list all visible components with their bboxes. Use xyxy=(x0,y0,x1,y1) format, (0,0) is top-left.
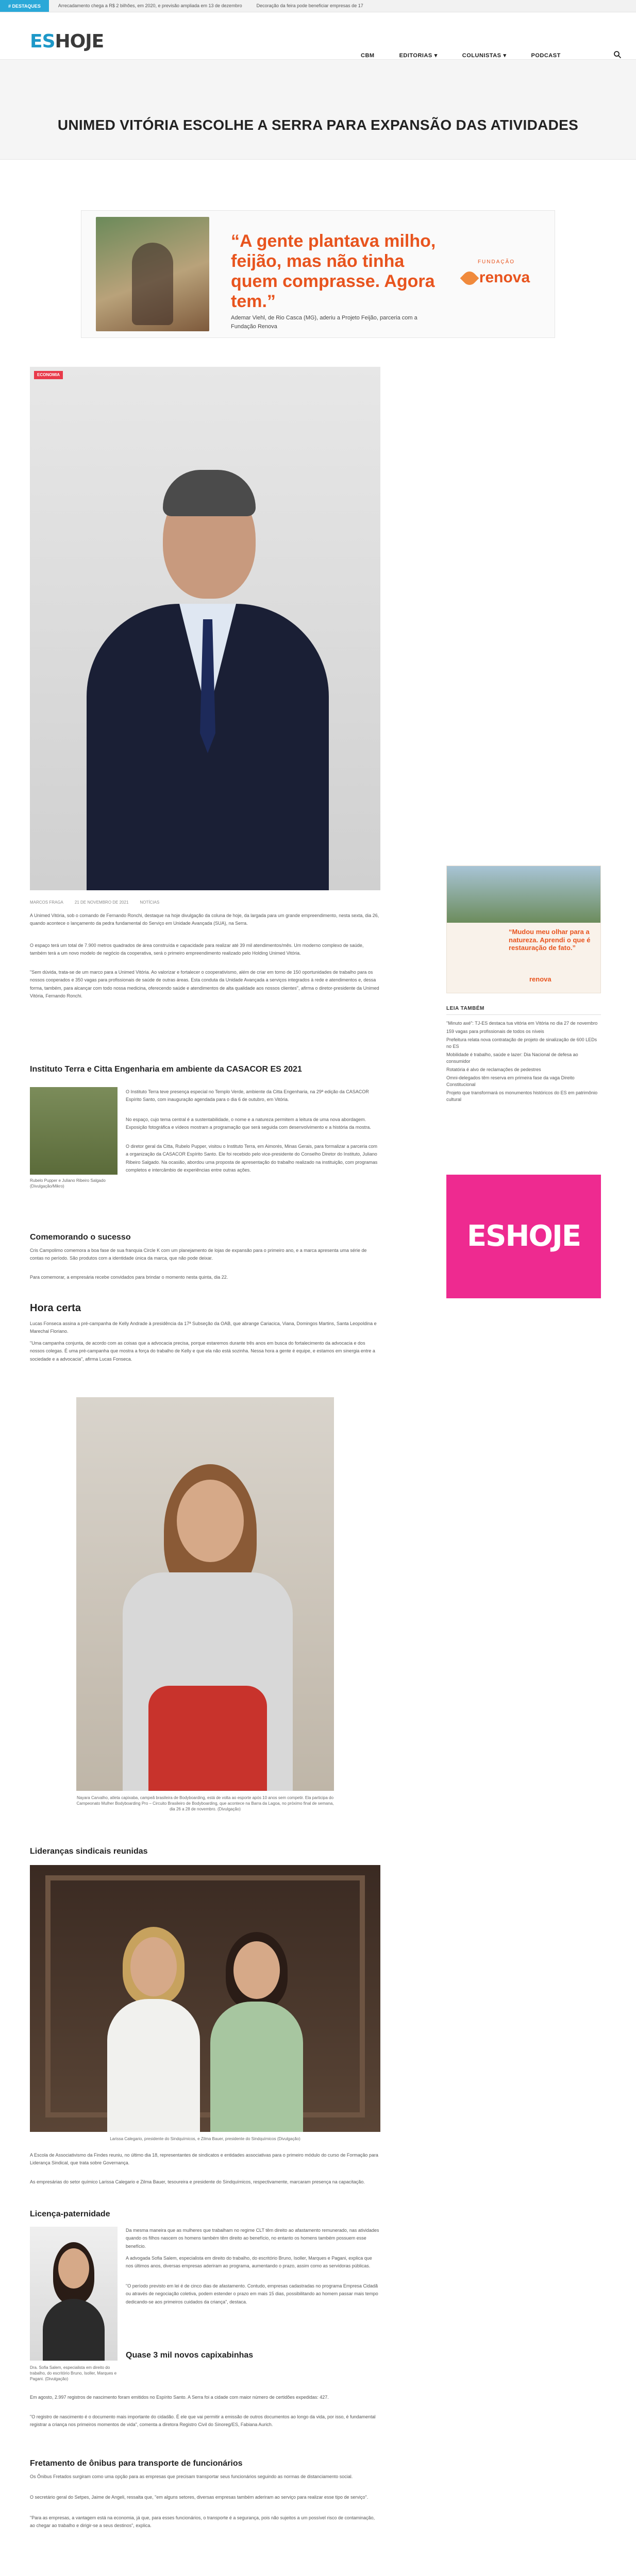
sidebar-ad-brand: renova xyxy=(529,975,551,983)
sindicais-caption: Larissa Calegario, presidente do Sindquímicos, e Zilma Bauer, presidente do Sindquímicos (Divulgação) xyxy=(110,2137,300,2141)
sucesso-paragraph: Cris Campolimo comemora a boa fase de sua franquia Circle K com um planejamento de lojas de expansão para o primeiro ano, e a marca apresenta uma série de contas no período. São produtos com a identidade única da marca, que não pode deixar. xyxy=(30,1248,367,1261)
intro-paragraph: "Sem dúvida, trata-se de um marco para a Unimed Vitória. Ao valorizar e fortalecer o cooperativismo, além de criar em torno de 150 oportunidades de trabalho para os nossos cooperados e 350 vagas para profissionais de saúde de outras áreas. Esta conduta da Unidade Avançada a serviços integrados à rede e atendimentos e, dessa forma, também, para alcançar com todo nossa medicina, oferecendo saúde e atendimentos de alta qualidade aos nossos clientes", afirma o diretor-presidente da Unimed Vitória, Fernando Ronchi. xyxy=(30,970,379,998)
nav-label: CBM xyxy=(361,53,375,59)
intro-paragraph: A Unimed Vitória, sob o comando de Fernando Ronchi, destaque na hoje divulgação da coluna de hoje, da largada para um grande empreendimento, nesta sexta, dia 26, quando acontece o lançamento da pedra fundamental do Serviço em Unidade Avançada (SUA), na Serra. xyxy=(30,913,379,926)
page-title: UNIMED VITÓRIA ESCOLHE A SERRA PARA EXPANSÃO DAS ATIVIDADES xyxy=(57,117,579,133)
main-nav xyxy=(361,52,561,60)
sidebar-heading: LEIA TAMBÉM xyxy=(446,1005,601,1015)
top-banner-ad[interactable] xyxy=(81,210,555,338)
sindicais-photo xyxy=(30,1865,380,2132)
section-title-casacor: Instituto Terra e Citta Engenharia em ambiente da CASACOR ES 2021 xyxy=(30,1065,302,1074)
title-band xyxy=(0,60,636,160)
licenca-caption: Dra. Sofia Salem, especialista em direito do trabalho, do escritório Bruno, Isoller, Marques e Pagani. (Divulgação) xyxy=(30,2365,117,2382)
ad-brand xyxy=(453,258,540,289)
sidebar-logo-hoje: HOJE xyxy=(505,1219,581,1253)
category-badge[interactable]: ECONOMIA xyxy=(34,371,63,379)
hora-certa-paragraph: "Uma campanha conjunta, de acordo com as coisas que a advocacia precisa, porque estaremos durante três anos em busca do fortalecimento da advocacia e dos nossos colegas. É uma pré-campanha que mostra a força do trabalho de Kelly e que ela não está sozinha. Nessa hora a gente é equipe, e estamos em sinergia entre a sociedade e a advocacia", afirma Lucas Fonseca. xyxy=(30,1341,375,1362)
sidebar-link[interactable]: Projeto que transformará os monumentos históricos do ES em patrimônio cultural xyxy=(446,1090,598,1103)
section-title-capixabinhas: Quase 3 mil novos capixabinhas xyxy=(126,2351,254,2360)
nav-label: PODCAST xyxy=(531,53,561,59)
meta-author[interactable]: MARCOS FRAGA xyxy=(30,900,63,905)
casacor-paragraph: O diretor geral da Citta, Rubelo Pupper, visitou o Instituto Terra, em Aimorés, Minas Gerais, para formalizar a parceria com a organização da CASACOR Espírito Santo. Ele foi recebido pelo vice-presidente do Conselho Diretor do Instituto, Juliano Ribeiro Salgado. Na ocasião, abordou uma proposta de apresentação do trabalho realizado na instituição, com programas completos e intercâmbio de experiências entre outras ações. xyxy=(126,1144,378,1173)
licenca-paragraph: A advogada Sofia Salem, especialista em direito do trabalho, do escritório Bruno, Isoller, Marques e Pagani, explica que nos últimos anos, diversas empresas aderiram ao programa, aumentando o prazo, assim como as servidoras públicas. xyxy=(126,2256,372,2269)
nav-item-colunistas[interactable] xyxy=(462,52,507,60)
ad-brand-name: renova xyxy=(479,269,530,286)
licenca-photo xyxy=(30,2227,118,2361)
site-header xyxy=(0,12,636,60)
sidebar-link[interactable]: "Minuto axé": TJ-ES destaca tua vitória em Vitória no dia 27 de novembro xyxy=(446,1021,598,1026)
nav-label: EDITORIAS xyxy=(399,53,432,59)
intro-paragraph: O espaço terá um total de 7.900 metros quadrados de área construída e capacidade para realizar até 39 mil atendimentos/mês. Um moderno complexo de saúde, também terá a um novo modelo de negócio da cooperativa, será o primeiro empreendimento realizado pelo Holding Unimed Vitória. xyxy=(30,943,364,956)
sidebar-link[interactable]: Prefeitura relata nova contratação de projeto de sinalização de 600 LEDs no ES xyxy=(446,1037,597,1049)
ad-quote: “A gente plantava milho, feijão, mas não tinha quem comprasse. Agora tem.” xyxy=(231,231,436,312)
ticker-item[interactable]: Decoração da feira pode beneficiar empresas de 17 xyxy=(256,3,363,8)
meta-date: 21 DE NOVEMBRO DE 2021 xyxy=(74,900,129,905)
onibus-paragraph: Os Ônibus Fretados surgiram como uma opção para as empresas que precisam transportar seus funcionários seguindo as normas de distanciamento social. xyxy=(30,2474,353,2479)
sidebar-list xyxy=(446,1020,601,1105)
onibus-paragraph: "Para as empresas, a vantagem está na economia, já que, para esses funcionários, o transporte é a segurança, pois não sujeitos a um possível risco de contaminação, ao chegar ao trabalho e dirigir-se a seus destinos", explica. xyxy=(30,2515,375,2529)
ticker-item[interactable]: Arrecadamento chega a R$ 2 bilhões, em 2020, e previsão ampliada em 13 de dezembro xyxy=(58,3,242,8)
sidebar-ad-quote: “Mudou meu olhar para a natureza. Aprendi o que é restauração de fato.” xyxy=(509,928,591,952)
section-title-onibus: Fretamento de ônibus para transporte de funcionários xyxy=(30,2459,243,2468)
sucesso-paragraph: Para comemorar, a empresária recebe convidados para brindar o momento nesta quinta, dia 22. xyxy=(30,1275,228,1280)
sidebar-link[interactable]: Mobilidade é trabalho, saúde e lazer: Dia Nacional de defesa ao consumidor xyxy=(446,1052,578,1064)
article-meta xyxy=(30,900,159,906)
sidebar-ad[interactable] xyxy=(446,866,601,993)
nav-item-editorias[interactable] xyxy=(399,52,438,60)
casacor-paragraph: O Instituto Terra teve presença especial no Templo Verde, ambiente da Citta Engenharia, na 29ª edição da CASACOR Espírito Santo, com inauguração agendada para o dia 6 de outubro, em Vitória. xyxy=(126,1089,369,1103)
onibus-paragraph: O secretário geral do Setpes, Jaime de Angeli, ressalta que, "em alguns setores, diversas empresas também aderiram ao serviço para realizar esse tipo de serviço". xyxy=(30,2495,369,2500)
sidebar-logo-es: ES xyxy=(466,1219,506,1253)
section-title-hora-certa: Hora certa xyxy=(30,1302,81,1314)
chevron-down-icon: ▾ xyxy=(503,53,507,59)
search-icon[interactable] xyxy=(613,50,622,59)
news-ticker xyxy=(0,0,636,12)
hero-photo xyxy=(30,367,380,890)
site-logo[interactable] xyxy=(30,28,104,56)
ad-brand-fund: FUNDAÇÃO xyxy=(477,259,515,265)
casacor-photo xyxy=(30,1087,118,1175)
logo-hoje: HOJE xyxy=(55,31,104,52)
section-title-licenca: Licença-paternidade xyxy=(30,2210,110,2218)
sidebar-link[interactable]: Omni-delegados têm reserva em primeira fase da vaga Direito Constitucional xyxy=(446,1075,575,1088)
casacor-caption: Rubelo Pupper e Juliano Ribeiro Salgado (Divulgação/Mikro) xyxy=(30,1178,106,1189)
ticker-label: # DESTAQUES xyxy=(0,0,49,12)
sindicais-paragraph: A Escola de Associativismo da Findes reuniu, no último dia 18, representantes de sindicatos e entidades associativas para o primeiro módulo do curso de Formação para Liderança Sindical, que trata sobre Governança. xyxy=(30,2153,378,2166)
chevron-down-icon: ▾ xyxy=(434,53,438,59)
nav-item-cbm[interactable] xyxy=(361,52,375,60)
bodyboard-photo xyxy=(76,1397,334,1791)
nav-item-podcast[interactable] xyxy=(531,52,561,60)
hora-certa-paragraph: Lucas Fonseca assina a pré-campanha de Kelly Andrade à presidência da 17ª Subseção da OAB, que abrange Cariacica, Viana, Domingos Martins, Santa Leopoldina e Marechal Floriano. xyxy=(30,1321,377,1334)
meta-category[interactable]: NOTÍCIAS xyxy=(140,900,160,905)
section-title-sucesso: Comemorando o sucesso xyxy=(30,1233,131,1242)
sidebar-link[interactable]: Rotatória é alvo de reclamações de pedestres xyxy=(446,1067,541,1073)
capixabinhas-paragraph: "O registro de nascimento é o documento mais importante do cidadão. É ele que vai permitir a emissão de outros documentos ao longo da vida, por isso, é fundamental registrar a criança nos primeiros momentos de vida", comenta a diretora Registro Civil do Sinoreg/ES, Fabiana Aurich. xyxy=(30,2414,376,2428)
ad-caption: Ademar Viehl, de Rio Casca (MG), aderiu a Projeto Feijão, parceria com a Fundação Renova xyxy=(231,315,417,330)
sindicais-paragraph: As empresárias do setor químico Larissa Calegario e Zilma Bauer, tesoureira e presidente do Sindquímicos, respectivamente, marcaram presença na capacitação. xyxy=(30,2179,365,2184)
capixabinhas-paragraph: Em agosto, 2.997 registros de nascimento foram emitidos no Espírito Santo. A Serra foi a cidade com maior número de certidões expedidas: 427. xyxy=(30,2395,329,2400)
nav-label: COLUNISTAS xyxy=(462,53,501,59)
casacor-paragraph: No espaço, cujo tema central é a sustentabilidade, o nome e a natureza permitem a leitura de uma nova abordagem. Exposição fotográfica e vídeos mostram a programação que será seguida com desenvolvimento e a história da mostra. xyxy=(126,1117,371,1130)
sidebar-logo[interactable] xyxy=(446,1175,601,1298)
licenca-paragraph: "O período previsto em lei é de cinco dias de afastamento. Contudo, empresas cadastradas no programa Empresa Cidadã ou através de negociação coletiva, podem estender o prazo em mais 15 dias, possibilitando ao homem passar mais tempo dedicando-se aos primeiros cuidados da criança", destaca. xyxy=(126,2283,378,2304)
sidebar-link[interactable]: 159 vagas para profissionais de todos os níveis xyxy=(446,1029,544,1035)
logo-es: ES xyxy=(30,31,55,52)
bodyboard-caption: Nayara Carvalho, atleta capixaba, campeã brasileira de Bodyboarding, está de volta ao esporte após 10 anos sem competir. Ela participa do Campeonato Mulher Bodyboarding Pro – Circuito Brasileiro de Bodyboarding, que acontece na Barra da Lagoa, no próximo final de semana, dia 26 a 28 de novembro. (Divulgação) xyxy=(76,1795,334,1812)
licenca-paragraph: Da mesma maneira que as mulheres que trabalham no regime CLT têm direito ao afastamento remunerado, nas atividades quando os filhos nascem os homens também têm direito ao benefício, no entanto os homens também possuem esse benefício. xyxy=(126,2228,379,2249)
renova-leaf-icon xyxy=(460,269,479,288)
ad-photo xyxy=(96,217,209,331)
section-title-sindicais: Lideranças sindicais reunidas xyxy=(30,1847,148,1856)
